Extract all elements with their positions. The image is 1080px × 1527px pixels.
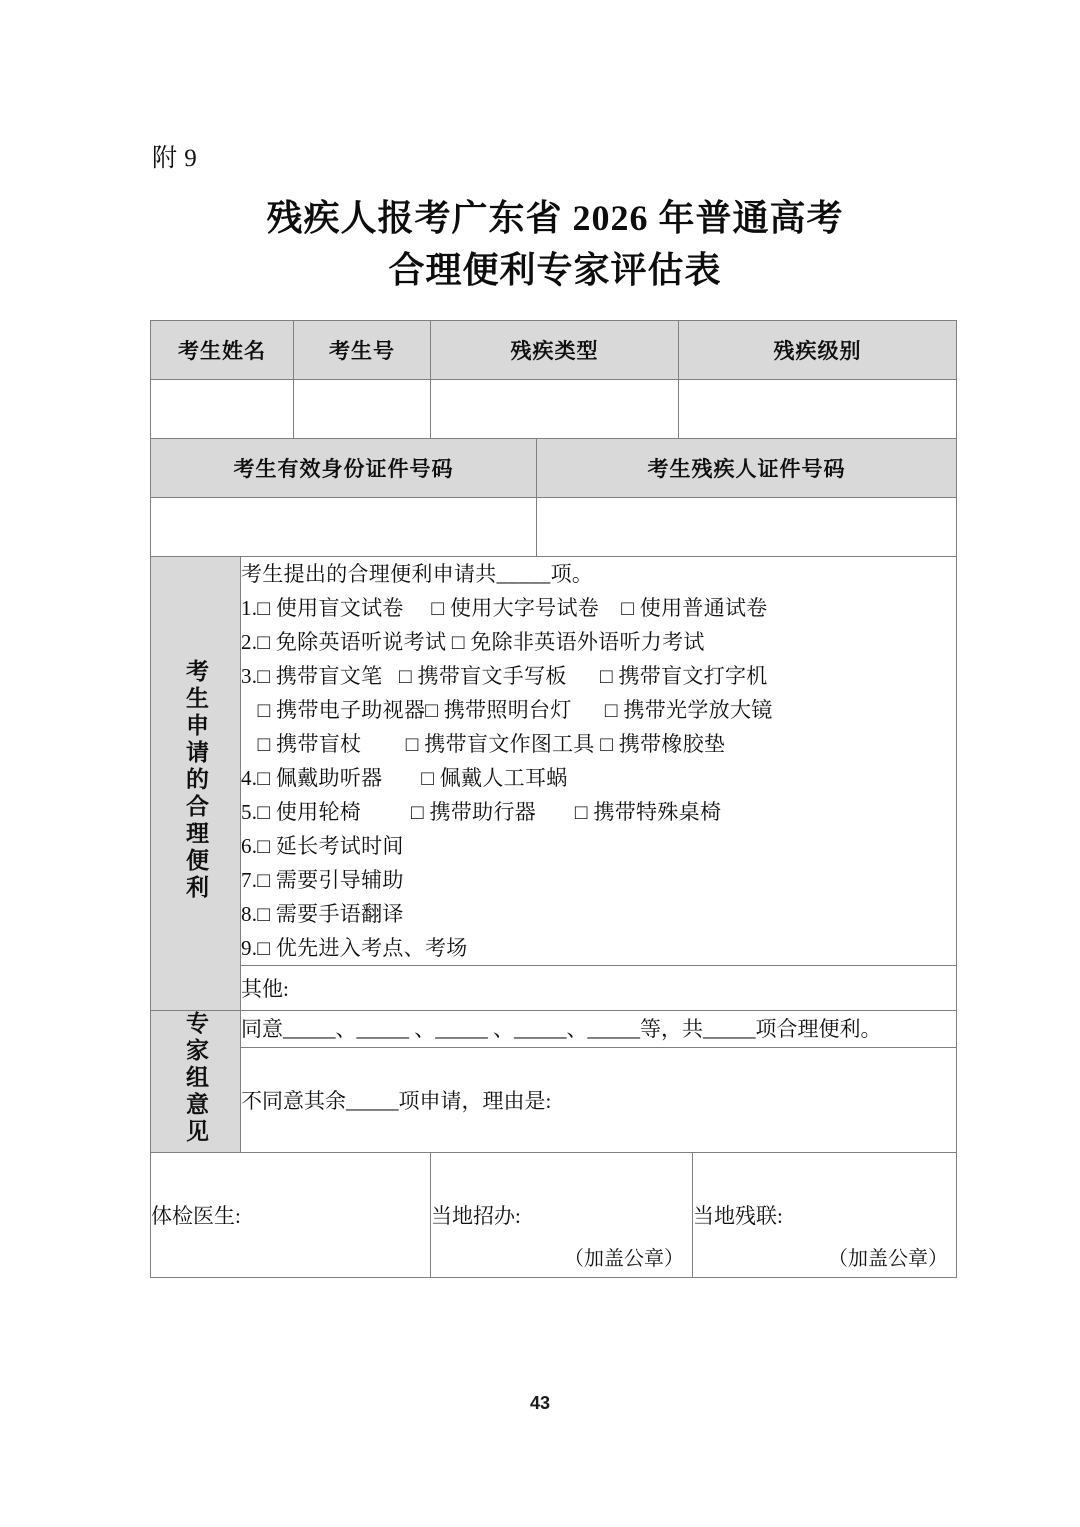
side-label-applicant-text: 考生申请的合理便利 xyxy=(183,659,208,902)
evaluation-form-table xyxy=(150,320,957,1278)
seal-note-admission: （加盖公章） xyxy=(564,1248,684,1270)
header-cell-id-number: 考生有效身份证件号码 xyxy=(151,439,537,498)
value-cell-disability-type[interactable] xyxy=(431,380,679,439)
admission-label: 当地招办: xyxy=(431,1204,521,1228)
table-row-id-headers xyxy=(151,439,957,498)
table-row-info-values xyxy=(151,380,957,439)
seal-note-federation: （加盖公章） xyxy=(828,1248,949,1270)
table-row-signatures xyxy=(151,1153,957,1278)
value-cell-id-number[interactable] xyxy=(151,498,537,557)
attachment-label: 附 9 xyxy=(152,145,198,172)
header-cell-disability-cert-number: 考生残疾人证件号码 xyxy=(537,439,957,498)
checklist-item[interactable]: 2.□ 免除英语听说考试 □ 免除非英语外语听力考试 xyxy=(241,630,705,654)
table-row-other xyxy=(151,966,957,1011)
value-cell-disability-cert-number[interactable] xyxy=(537,498,957,557)
signature-cell-federation[interactable] xyxy=(693,1153,957,1278)
checklist-item[interactable]: □ 携带电子助视器□ 携带照明台灯 □ 携带光学放大镜 xyxy=(241,698,773,722)
checklist-item[interactable]: 4.□ 佩戴助听器 □ 佩戴人工耳蜗 xyxy=(241,766,568,790)
checklist-item[interactable]: 9.□ 优先进入考点、考场 xyxy=(241,936,468,960)
header-cell-name: 考生姓名 xyxy=(151,321,294,380)
applicant-checklist-cell xyxy=(241,557,957,966)
table-row-applicant-checklist xyxy=(151,557,957,966)
other-label-cell[interactable]: 其他: xyxy=(241,966,957,1011)
value-cell-name[interactable] xyxy=(151,380,294,439)
header-cell-disability-type: 残疾类型 xyxy=(431,321,679,380)
checklist-item[interactable]: 5.□ 使用轮椅 □ 携带助行器 □ 携带特殊桌椅 xyxy=(241,800,722,824)
table-row-expert-agree xyxy=(151,1011,957,1048)
expert-disagree-cell[interactable]: 不同意其余_____项申请，理由是: xyxy=(241,1048,957,1153)
page-number: 43 xyxy=(529,1393,551,1413)
table-row-info-headers xyxy=(151,321,957,380)
header-cell-exam-no: 考生号 xyxy=(294,321,431,380)
checklist-item[interactable]: 6.□ 延长考试时间 xyxy=(241,834,404,858)
side-label-expert-text: 专家组意见 xyxy=(183,1011,208,1146)
checklist-intro: 考生提出的合理便利申请共_____项。 xyxy=(241,562,594,586)
federation-label: 当地残联: xyxy=(693,1204,783,1228)
page-title xyxy=(150,192,960,296)
checklist-item[interactable]: 8.□ 需要手语翻译 xyxy=(241,902,404,926)
table-row-expert-disagree xyxy=(151,1048,957,1153)
checklist-item[interactable]: 7.□ 需要引导辅助 xyxy=(241,868,404,892)
signature-cell-doctor[interactable] xyxy=(151,1153,431,1278)
value-cell-exam-no[interactable] xyxy=(294,380,431,439)
value-cell-disability-level[interactable] xyxy=(679,380,957,439)
checklist-item[interactable]: □ 携带盲杖 □ 携带盲文作图工具 □ 携带橡胶垫 xyxy=(241,732,726,756)
header-cell-disability-level: 残疾级别 xyxy=(679,321,957,380)
title-line-2: 合理便利专家评估表 xyxy=(388,250,722,290)
title-line-1: 残疾人报考广东省 2026 年普通高考 xyxy=(266,198,844,238)
side-label-applicant xyxy=(151,557,241,1011)
doctor-label: 体检医生: xyxy=(151,1204,241,1228)
checklist-item[interactable]: 1.□ 使用盲文试卷 □ 使用大字号试卷 □ 使用普通试卷 xyxy=(241,596,768,620)
checklist-item[interactable]: 3.□ 携带盲文笔 □ 携带盲文手写板 □ 携带盲文打字机 xyxy=(241,664,768,688)
signature-cell-admission[interactable] xyxy=(431,1153,693,1278)
table-row-id-values xyxy=(151,498,957,557)
side-label-expert xyxy=(151,1011,241,1153)
expert-agree-cell[interactable]: 同意_____、_____ 、_____ 、_____、_____等，共_____项合理便利。 xyxy=(241,1011,957,1048)
